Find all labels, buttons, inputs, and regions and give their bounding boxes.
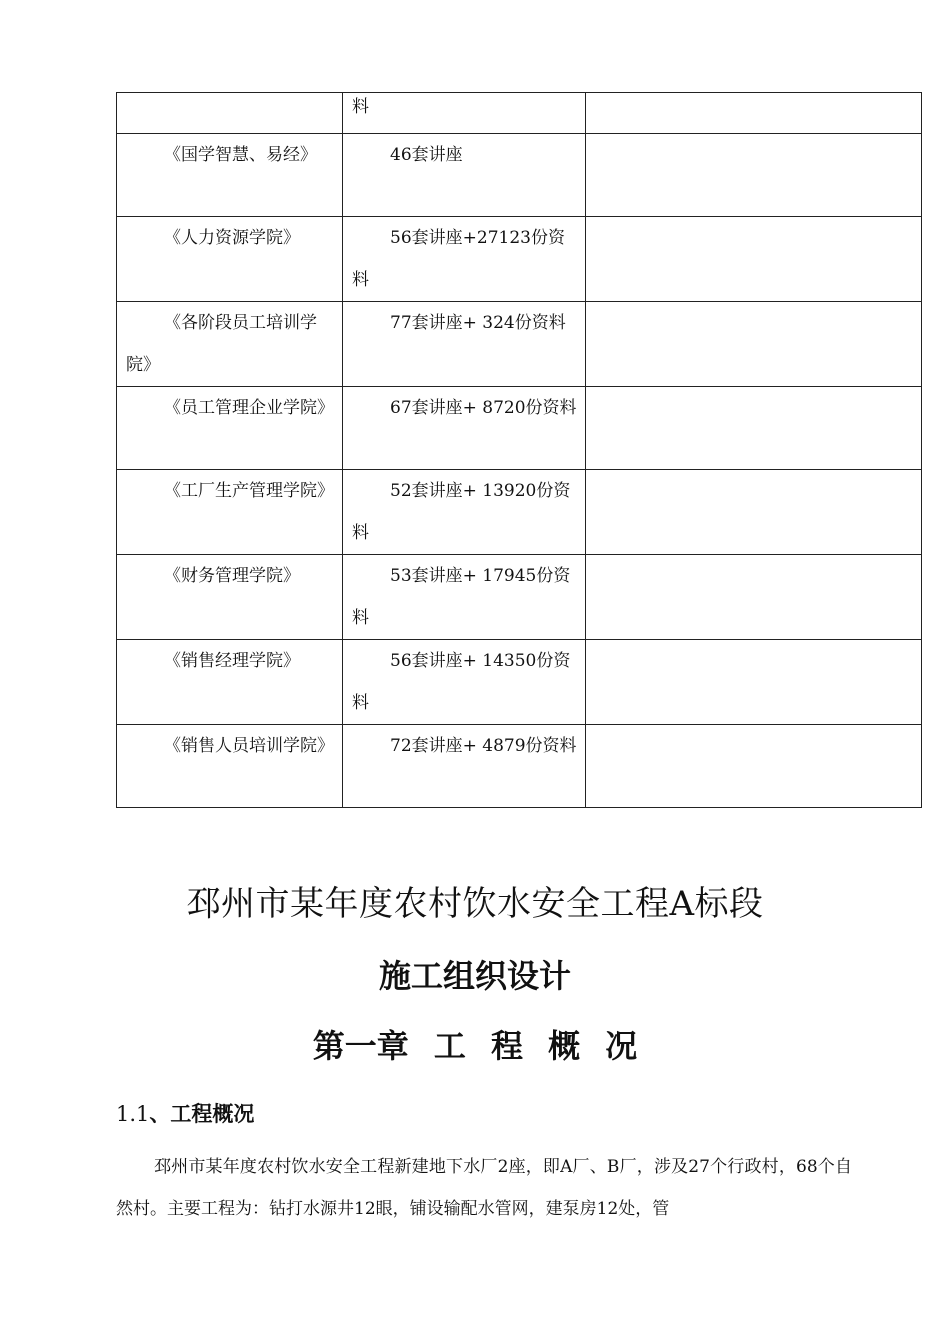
table-cell-note bbox=[586, 555, 922, 640]
document-subtitle: 施工组织设计 bbox=[378, 957, 571, 995]
table-row bbox=[117, 387, 922, 470]
table-cell-note bbox=[586, 93, 922, 134]
table-row bbox=[117, 93, 922, 134]
table-cell-note bbox=[586, 640, 922, 725]
table-cell-note bbox=[586, 302, 922, 387]
table-cell-note bbox=[586, 387, 922, 470]
chapter-title-text: 第一章 工 程 概 况 bbox=[312, 1027, 638, 1065]
table-cell-content: 77套讲座+ 324份资料 bbox=[343, 302, 586, 387]
table-cell-content: 料 bbox=[343, 93, 586, 134]
table-row bbox=[117, 302, 922, 387]
table-cell-content: 53套讲座+ 17945份资料 bbox=[343, 555, 586, 640]
table-cell-note bbox=[586, 217, 922, 302]
table-cell-content: 56套讲座+ 14350份资料 bbox=[343, 640, 586, 725]
table-row bbox=[117, 640, 922, 725]
table-cell-content: 72套讲座+ 4879份资料 bbox=[343, 725, 586, 808]
chapter-title bbox=[0, 1022, 950, 1070]
table-row bbox=[117, 217, 922, 302]
table-cell-content: 56套讲座+27123份资料 bbox=[343, 217, 586, 302]
table-cell-name: 《各阶段员工培训学院》 bbox=[117, 302, 343, 387]
table-cell-content: 46套讲座 bbox=[343, 134, 586, 217]
section-heading bbox=[116, 1096, 254, 1132]
table-cell-name: 《工厂生产管理学院》 bbox=[117, 470, 343, 555]
section-title: 、工程概况 bbox=[149, 1102, 255, 1126]
table-row bbox=[117, 555, 922, 640]
table-cell-name: 《国学智慧、易经》 bbox=[117, 134, 343, 217]
table-cell-name: 《人力资源学院》 bbox=[117, 217, 343, 302]
table-cell-note bbox=[586, 470, 922, 555]
table-cell-content: 52套讲座+ 13920份资料 bbox=[343, 470, 586, 555]
table-row bbox=[117, 470, 922, 555]
table-row bbox=[117, 725, 922, 808]
table-cell-name bbox=[117, 93, 343, 134]
table-cell-name: 《财务管理学院》 bbox=[117, 555, 343, 640]
table-cell-note bbox=[586, 134, 922, 217]
document-title: 邳州市某年度农村饮水安全工程A标段 bbox=[186, 884, 764, 924]
section-number: 1.1 bbox=[116, 1102, 150, 1126]
table-cell-name: 《销售人员培训学院》 bbox=[117, 725, 343, 808]
table-cell-note bbox=[586, 725, 922, 808]
resource-table bbox=[116, 92, 922, 808]
table-cell-name: 《销售经理学院》 bbox=[117, 640, 343, 725]
body-paragraph: 邳州市某年度农村饮水安全工程新建地下水厂2座，即A厂、B厂，涉及27个行政村，68个自然村。主要工程为：钻打水源井12眼，铺设输配水管网，建泵房12处，管 bbox=[116, 1157, 852, 1219]
table-cell-content: 67套讲座+ 8720份资料 bbox=[343, 387, 586, 470]
table-cell-name: 《员工管理企业学院》 bbox=[117, 387, 343, 470]
table-row bbox=[117, 134, 922, 217]
